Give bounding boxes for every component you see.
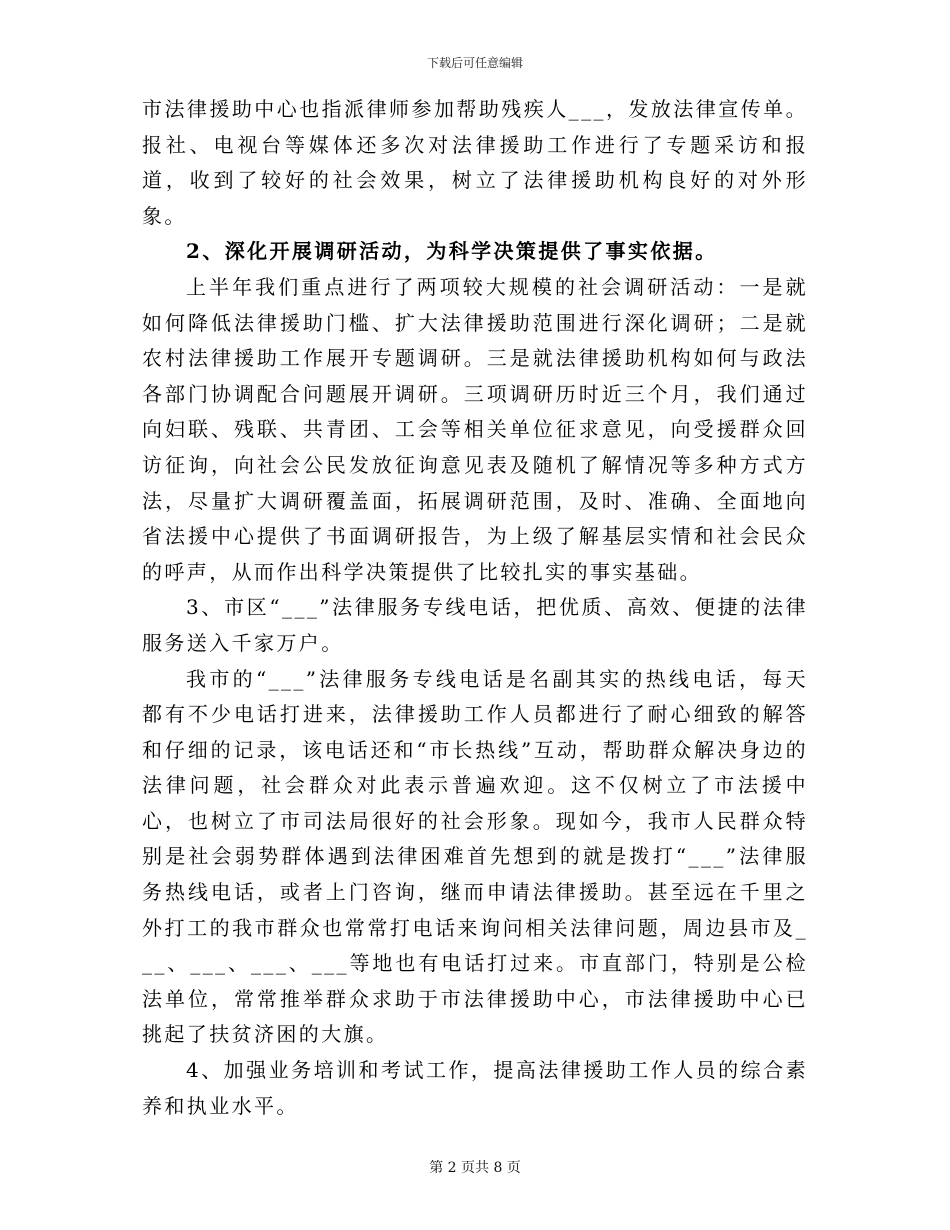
document-body: [142, 92, 808, 1124]
section-heading-3: 3、市区“___”法律服务专线电话，把优质、高效、便捷的法律服务送入千家万户。: [142, 595, 808, 655]
section-heading-2: 2、深化开展调研活动，为科学决策提供了事实依据。: [186, 239, 718, 264]
section-heading-4: 4、加强业务培训和考试工作，提高法律援助工作人员的综合素养和执业水平。: [142, 1058, 808, 1118]
paragraph-research: 上半年我们重点进行了两项较大规模的社会调研活动：一是就如何降低法律援助门槛、扩大法律援助范围进行深化调研；二是就农村法律援助工作展开专题调研。三是就法律援助机构如何与政法各部门协调配合问题展开调研。三项调研历时近三个月，我们通过向妇联、残联、共青团、工会等相关单位征求意见，向受援群众回访征询，向社会公民发放征询意见表及随机了解情况等多种方式方法，尽量扩大调研覆盖面，拓展调研范围，及时、准确、全面地向省法援中心提供了书面调研报告，为上级了解基层实情和社会民众的呼声，从而作出科学决策提供了比较扎实的事实基础。: [142, 274, 808, 584]
paragraph-continuation: 市法律援助中心也指派律师参加帮助残疾人___，发放法律宣传单。报社、电视台等媒体还多次对法律援助工作进行了专题采访和报道，收到了较好的社会效果，树立了法律援助机构良好的对外形象。: [142, 97, 808, 228]
page-number: 第 2 页共 8 页: [429, 1160, 521, 1176]
page-header: 下载后可任意编辑: [426, 56, 523, 70]
paragraph-hotline: 我市的“___”法律服务专线电话是名副其实的热线电话，每天都有不少电话打进来，法律援助工作人员都进行了耐心细致的解答和仔细的记录，该电话还和“市长热线”互动，帮助群众解决身边的法律问题，社会群众对此表示普遍欢迎。这不仅树立了市法援中心，也树立了市司法局很好的社会形象。现如今，我市人民群众特别是社会弱势群体遇到法律困难首先想到的就是拨打“___”法律服务热线电话，或者上门咨询，继而申请法律援助。甚至远在千里之外打工的我市群众也常常打电话来询问相关法律问题，周边县市及___、___、___、___等地也有电话打过来。市直部门，特别是公检法单位，常常推举群众求助于市法律援助中心，市法律援助中心已挑起了扶贫济困的大旗。: [142, 666, 808, 1047]
